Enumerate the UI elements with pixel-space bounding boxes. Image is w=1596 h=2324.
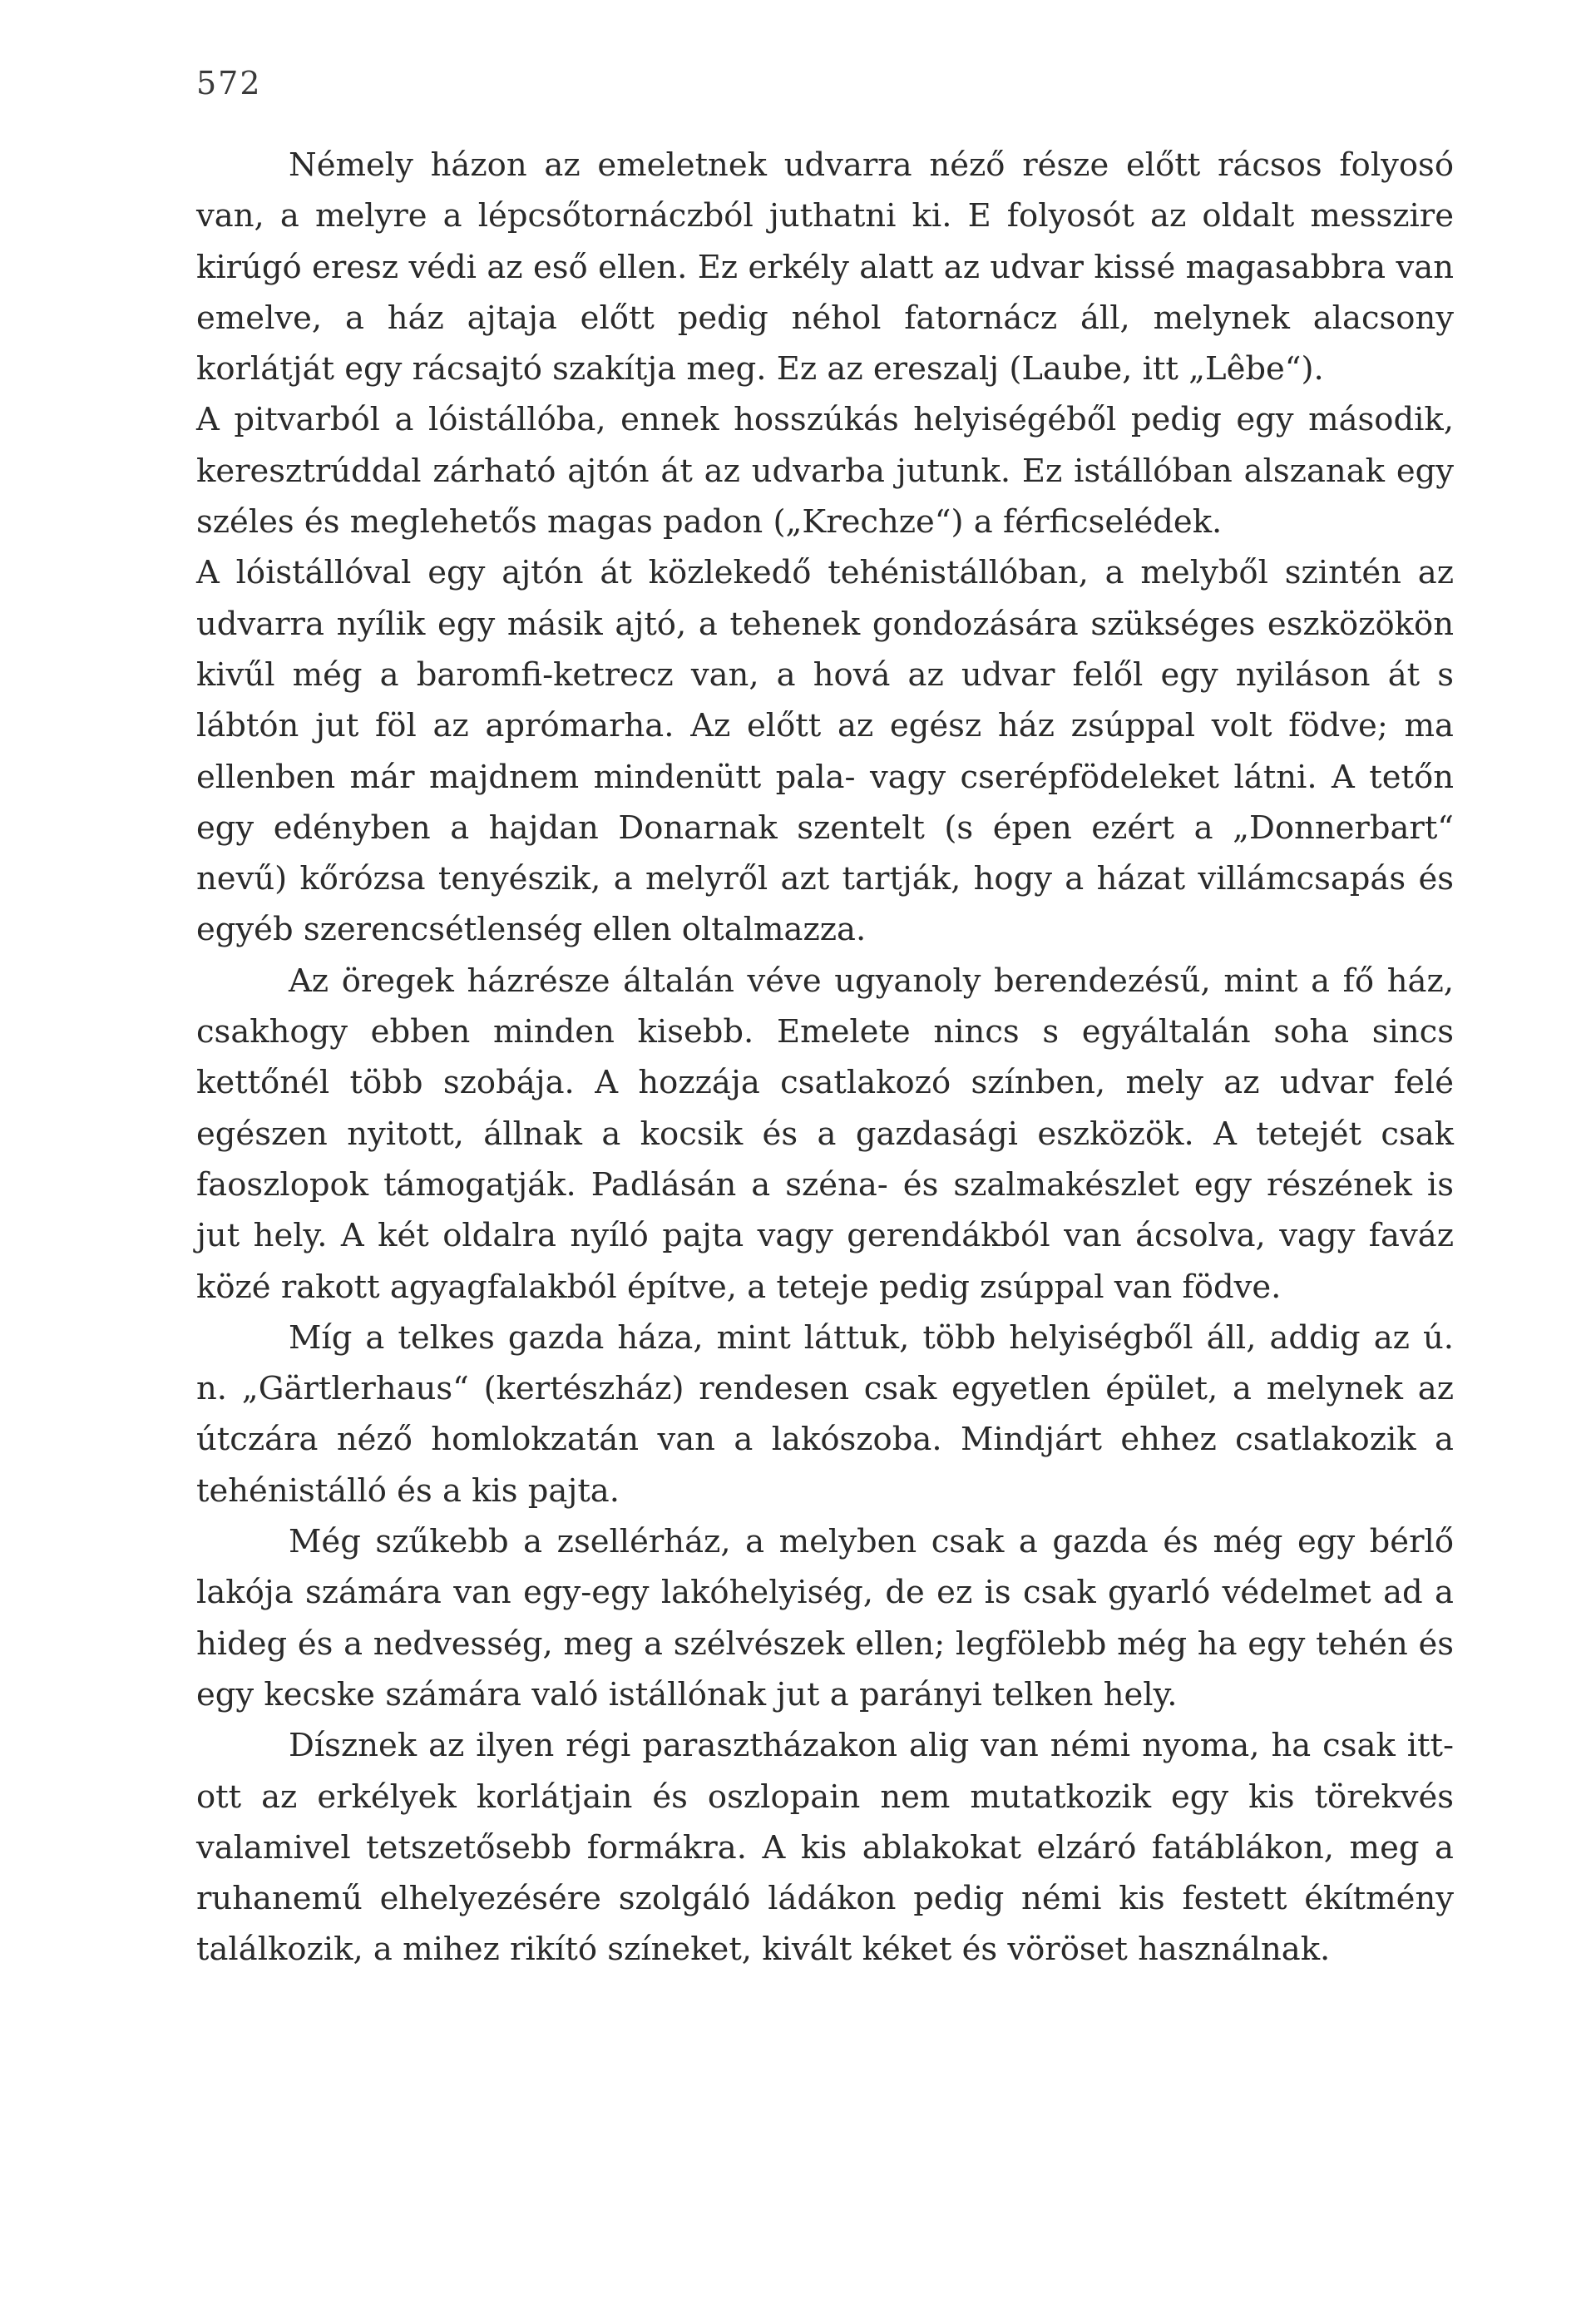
paragraph: A pitvarból a lóistállóba, ennek hosszúkás helyiségéből pedig egy második, keresztrúddal zárható ajtón át az udvarba jutunk. Ez istállóban alszanak egy széles és meglehetős magas padon („Krechze“) a férficselédek. (196, 401, 1454, 541)
paragraph: Míg a telkes gazda háza, mint láttuk, több helyiségből áll, addig az ú. n. „Gärtlerhaus“ (kertészház) rendesen csak egyetlen épület, a melynek az útczára néző homlokzatán van a lakószoba. Mindjárt ehhez csatlakozik a tehénistálló és a kis pajta. (196, 1318, 1454, 1510)
paragraph: Némely házon az emeletnek udvarra néző része előtt rácsos folyosó van, a melyre a lépcsőtornáczból juthatni ki. E folyosót az oldalt messzire kirúgó eresz védi az eső ellen. Ez erkély alatt az udvar kissé magasabbra van emelve, a ház ajtaja előtt pedig néhol fatornácz áll, melynek alacsony korlátját egy rácsajtó szakítja meg. Ez az ereszalj (Laube, itt „Lêbe“). (196, 146, 1454, 388)
paragraph: Az öregek házrésze általán véve ugyanoly berendezésű, mint a fő ház, csakhogy ebben minden kisebb. Emelete nincs s egyáltalán soha sincs kettőnél több szobája. A hozzája csatlakozó színben, mely az udvar felé egészen nyitott, állnak a kocsik és a gazdasági eszközök. A tetejét csak faoszlopok támogatják. Padlásán a széna- és szalmakészlet egy részének is jut hely. A két oldalra nyíló pajta vagy gerendákból van ácsolva, vagy faváz közé rakott agyagfalakból építve, a teteje pedig zsúppal van födve. (196, 962, 1454, 1306)
paragraph: Dísznek az ilyen régi parasztházakon alig van némi nyoma, ha csak itt-ott az erkélyek korlátjain és oszlopain nem mutatkozik egy kis törekvés valamivel tetszetősebb formákra. A kis ablakokat elzáró fatáblákon, meg a ruhanemű elhelyezésére szolgáló ládákon pedig némi kis festett ékítmény találkozik, a mihez rikító színeket, kivált kéket és vöröset használnak. (196, 1727, 1454, 1969)
body-text (196, 140, 1454, 1975)
paragraph: A lóistállóval egy ajtón át közlekedő tehénistállóban, a melyből szintén az udvarra nyílik egy másik ajtó, a tehenek gondozására szükséges eszközökön kivűl még a baromfi-ketrecz van, a hová az udvar felől egy nyiláson át s lábtón jut föl az aprómarha. Az előtt az egész ház zsúppal volt födve; ma ellenben már majdnem mindenütt pala- vagy cserépfödeleket látni. A tetőn egy edényben a hajdan Donarnak szentelt (s épen ezért a „Donnerbart“ nevű) kőrózsa tenyészik, a melyről azt tartják, hogy a házat villámcsapás és egyéb szerencsétlenség ellen oltalmazza. (196, 554, 1454, 949)
paragraph: Még szűkebb a zsellérház, a melyben csak a gazda és még egy bérlő lakója számára van egy-egy lakóhelyiség, de ez is csak gyarló védelmet ad a hideg és a nedvesség, meg a szélvészek ellen; legfölebb még ha egy tehén és egy kecske számára való istállónak jut a parányi telken hely. (196, 1523, 1454, 1713)
page-number: 572 (196, 65, 262, 101)
